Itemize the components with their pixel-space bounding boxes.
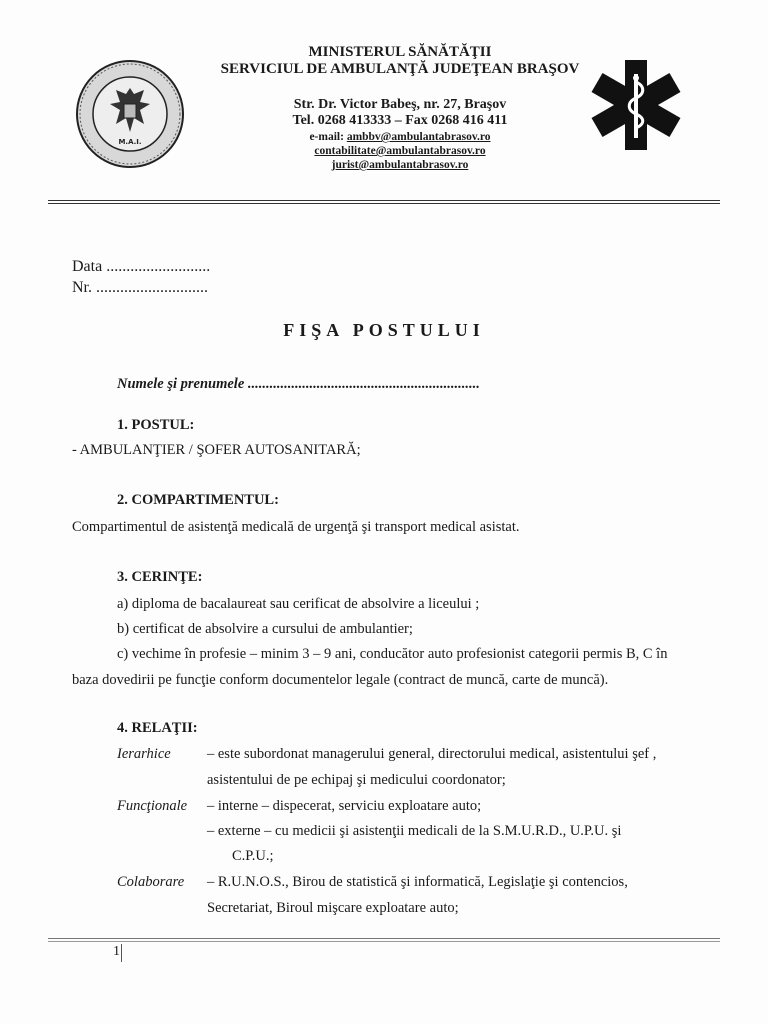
email-link[interactable]: ambbv@ambulantabrasov.ro <box>346 131 491 143</box>
requirement-c-line-1: c) vechime în profesie – minim 3 – 9 ani, conducător auto profesionist categorii permis B, C în <box>117 646 668 662</box>
header-divider-2 <box>48 203 720 204</box>
relation-collaboration-line-1: – R.U.N.O.S., Birou de statistică şi informatică, Legislaţie şi contencios, <box>207 874 628 890</box>
section-2-text: Compartimentul de asistenţă medicală de urgenţă şi transport medical asistat. <box>72 519 520 535</box>
letterhead-address <box>170 97 630 129</box>
requirement-a: a) diploma de bacalaureat sau cerificat de absolvire a liceului ; <box>117 596 480 612</box>
ministry-name: MINISTERUL SĂNĂTĂŢII <box>308 44 492 60</box>
requirement-b: b) certificat de absolvire a cursului de ambulantier; <box>117 621 413 637</box>
letterhead-emails <box>170 130 630 172</box>
relation-functional-line-2: – externe – cu medicii şi asistenţii medicali de la S.M.U.R.D., U.P.U. şi <box>207 823 622 839</box>
page-number-bar <box>121 944 122 962</box>
page-number: 1 <box>113 944 120 959</box>
email-label: e-mail: <box>309 131 344 143</box>
relation-functional-line-1: – interne – dispecerat, serviciu exploatare auto; <box>207 798 482 814</box>
footer-divider-2 <box>48 941 720 942</box>
date-field: Data .......................... <box>72 258 211 275</box>
header-divider <box>48 200 720 201</box>
document-title: FIŞA POSTULUI <box>283 320 485 340</box>
relation-functional-line-3: C.P.U.; <box>232 848 274 864</box>
relation-collaboration-line-2: Secretariat, Biroul mişcare exploatare auto; <box>207 900 459 916</box>
service-name: SERVICIUL DE AMBULANŢĂ JUDEŢEAN BRAŞOV <box>220 61 580 77</box>
email-link-accounting[interactable]: contabilitate@ambulantabrasov.ro <box>314 145 486 157</box>
relation-label-hierarchical: Ierarhice <box>117 746 171 762</box>
address-line: Str. Dr. Victor Babeş, nr. 27, Braşov <box>293 97 507 112</box>
section-1-text: - AMBULANŢIER / ŞOFER AUTOSANITARĂ; <box>72 442 361 458</box>
email-link-legal[interactable]: jurist@ambulantabrasov.ro <box>331 159 469 171</box>
number-field: Nr. ............................ <box>72 279 208 296</box>
letterhead-title <box>170 44 630 78</box>
footer-divider <box>48 938 720 939</box>
section-2-heading: 2. COMPARTIMENTUL: <box>117 492 279 508</box>
requirement-c-line-2: baza dovedirii pe funcţie conform documentelor legale (contract de muncă, carte de muncă). <box>72 672 609 688</box>
svg-text:M.A.I.: M.A.I. <box>118 138 142 146</box>
section-1-heading: 1. POSTUL: <box>117 417 195 433</box>
section-4-heading: 4. RELAŢII: <box>117 720 198 736</box>
name-line: Numele şi prenumele ................................................................ <box>117 376 480 392</box>
relation-hierarchical-line-1: – este subordonat managerului general, directorului medical, asistentului şef , <box>207 746 657 762</box>
relation-label-functional: Funcţionale <box>117 798 188 814</box>
relation-label-collaboration: Colaborare <box>117 874 185 890</box>
phone-fax-line: Tel. 0268 413333 – Fax 0268 416 411 <box>292 113 508 128</box>
section-3-heading: 3. CERINŢE: <box>117 569 203 585</box>
relation-hierarchical-line-2: asistentului de pe echipaj şi medicului coordonator; <box>207 772 506 788</box>
